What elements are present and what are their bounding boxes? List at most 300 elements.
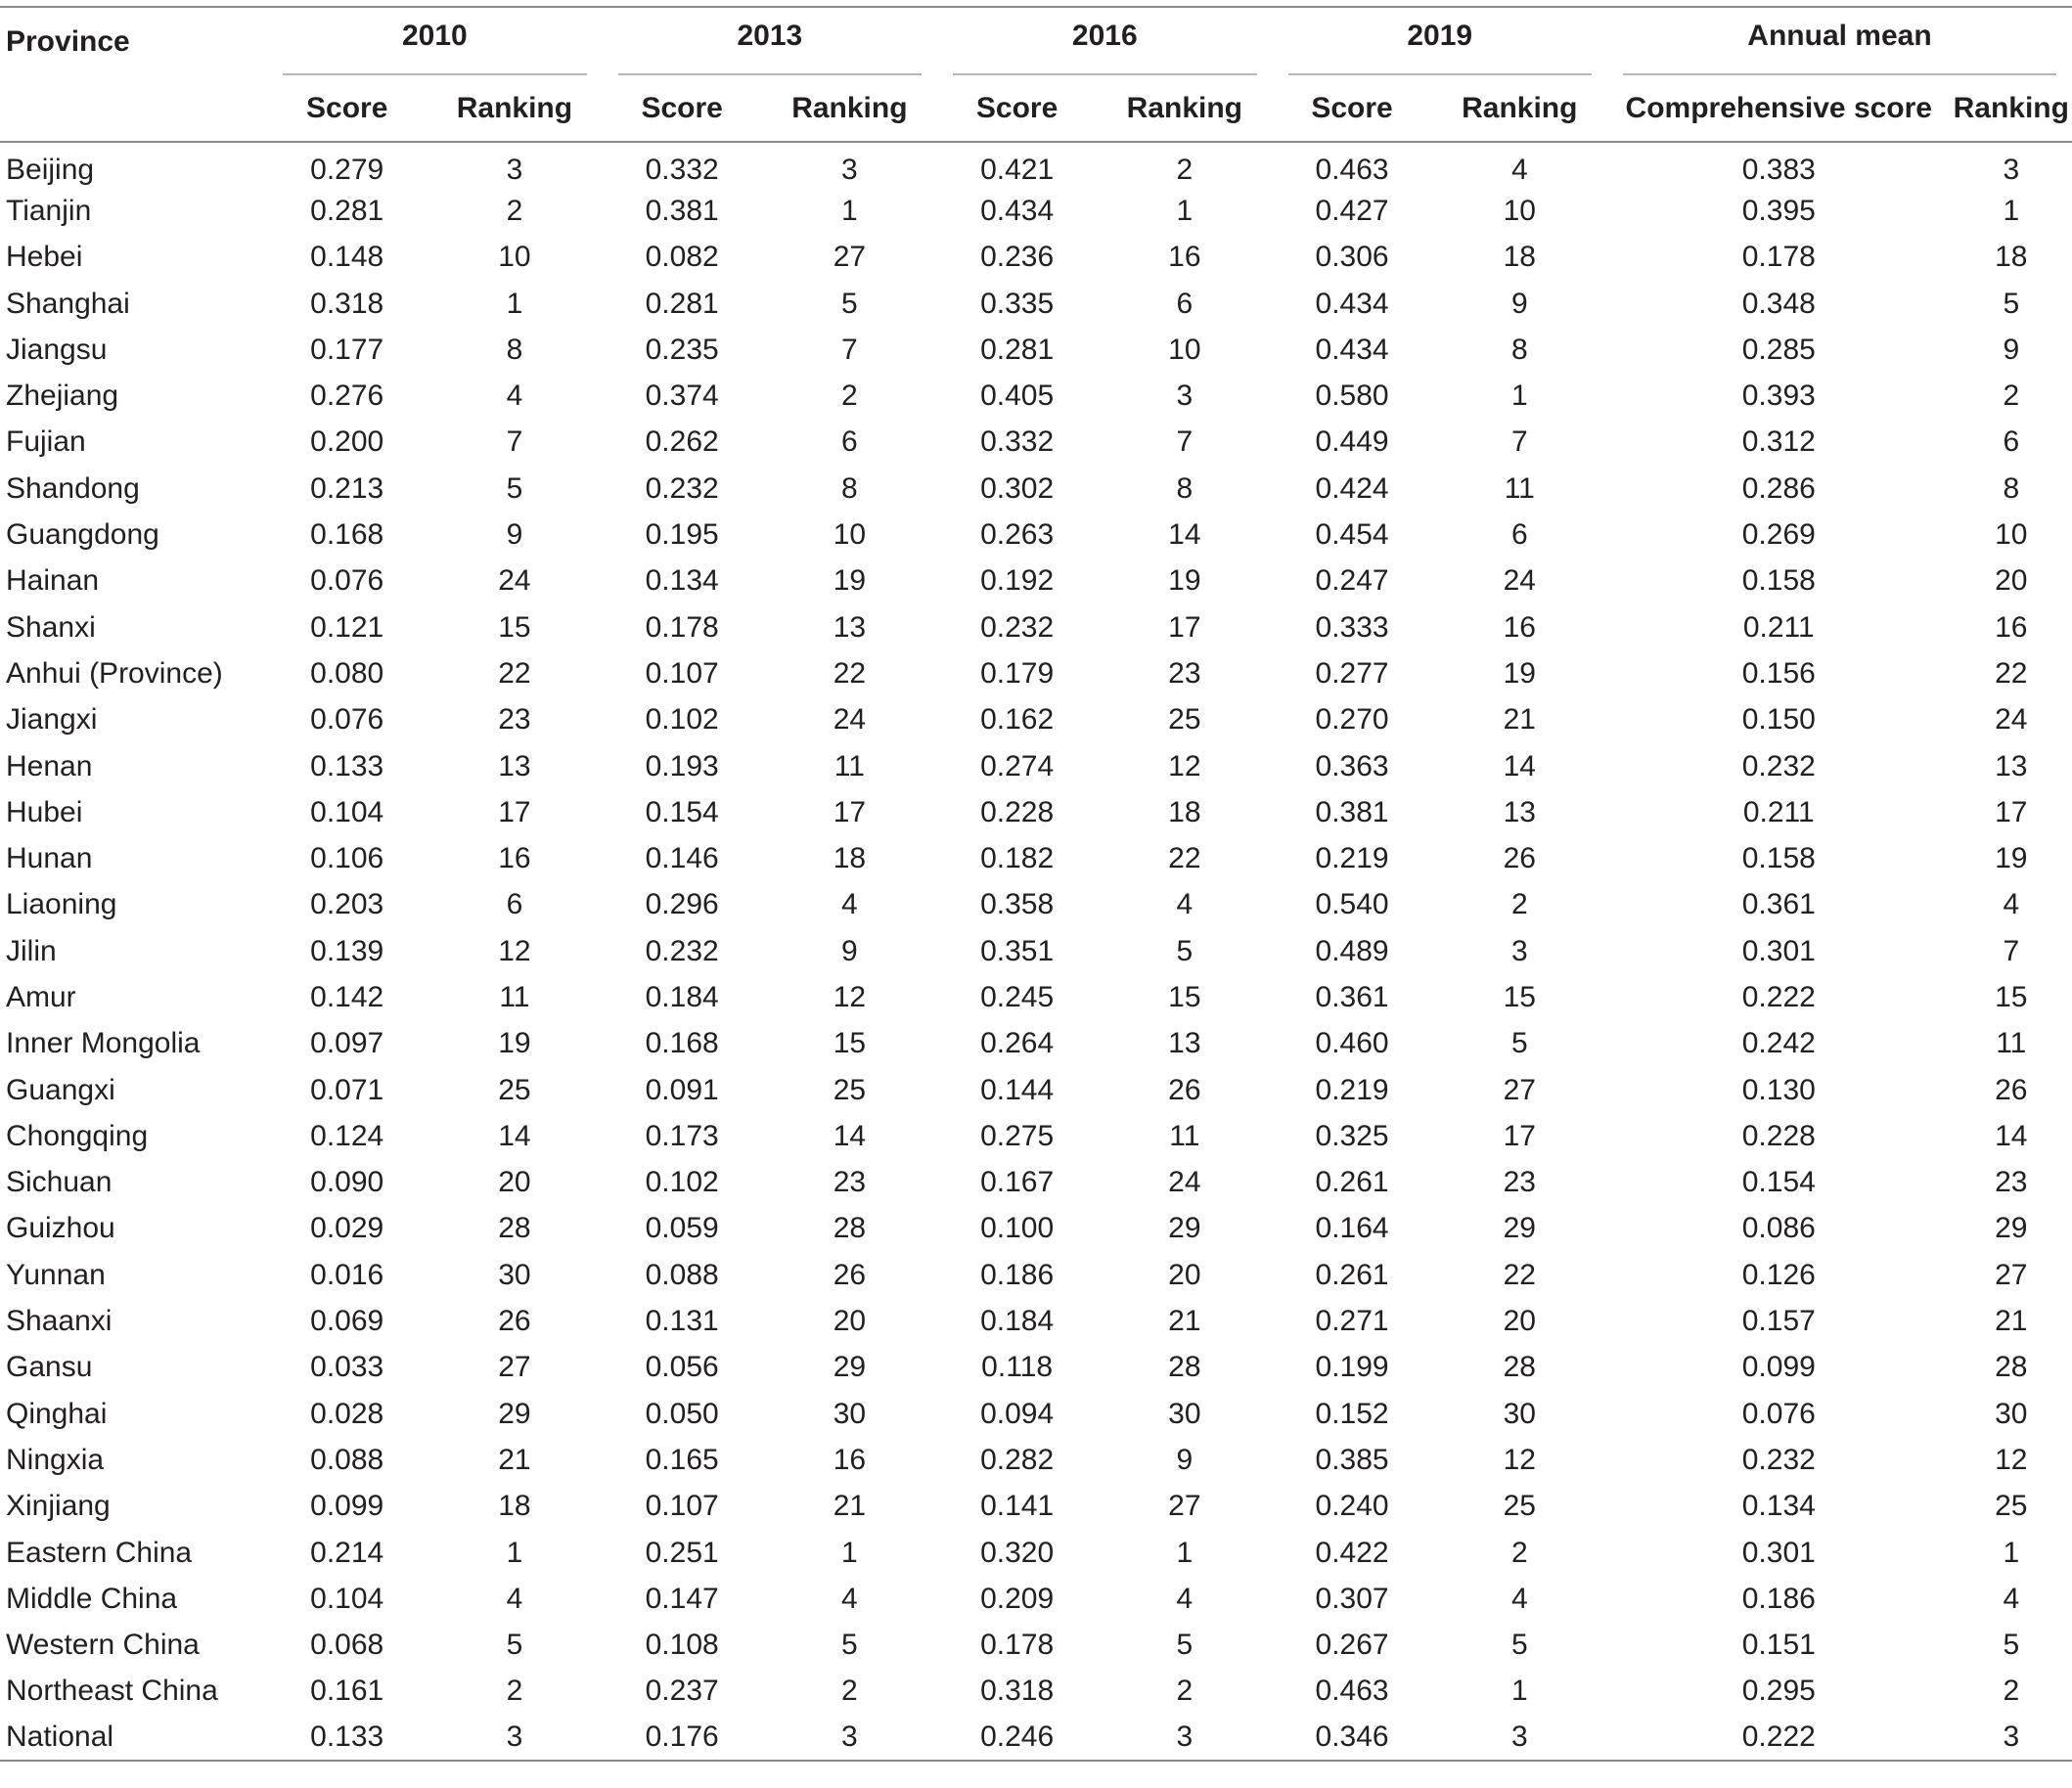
ranking-2013: 18 [833,842,867,875]
score-2010: 0.080 [310,656,384,690]
score-2016: 0.245 [980,980,1055,1013]
ranking-2013: 5 [841,287,858,320]
province-cell: Guangxi [6,1073,115,1106]
ranking-2016: 5 [1176,934,1194,967]
table-row [0,1160,2072,1206]
province-cell: Shandong [6,471,140,505]
score-2019: 0.460 [1315,1027,1389,1060]
score-2019: 0.434 [1315,287,1389,320]
ranking-2013: 15 [833,1027,867,1060]
score-2019: 0.267 [1315,1629,1389,1662]
ranking-mean: 16 [1995,610,2028,644]
score-2016: 0.405 [980,380,1055,413]
table-row [0,1669,2072,1715]
ranking-mean: 23 [1995,1166,2028,1199]
score-2013: 0.251 [645,1536,719,1569]
score-2010: 0.068 [310,1629,384,1662]
ranking-2013: 8 [841,471,858,505]
score-2013: 0.131 [645,1305,719,1338]
score-2010: 0.148 [310,241,384,274]
score-2016: 0.421 [980,154,1055,187]
ranking-2013: 2 [841,380,858,413]
score-2013: 0.374 [645,380,719,413]
ranking-mean: 1 [2003,194,2020,227]
table-row [0,789,2072,835]
score-2010: 0.142 [310,980,384,1013]
table-row [0,882,2072,928]
ranking-mean: 4 [2003,1582,2020,1615]
province-cell: Western China [6,1629,200,1662]
group-divider [953,73,1256,75]
province-cell: Northeast China [6,1675,218,1708]
table-row [0,1437,2072,1483]
score-2010: 0.016 [310,1258,384,1291]
ranking-2016: 11 [1169,1119,1200,1152]
header-score-2010: Score [306,91,388,124]
province-cell: National [6,1721,114,1754]
score-2016: 0.318 [980,1675,1055,1708]
ranking-2010: 24 [498,564,531,598]
ranking-2016: 9 [1176,1443,1194,1476]
score-2019: 0.325 [1315,1119,1389,1152]
header-score-2019: Score [1311,91,1393,124]
province-cell: Anhui (Province) [6,656,223,690]
ranking-2013: 11 [833,749,865,782]
header-score-2013: Score [641,91,723,124]
score-2010: 0.276 [310,380,384,413]
ranking-2016: 25 [1168,703,1201,737]
score-2019: 0.306 [1315,241,1389,274]
table-row [0,650,2072,696]
comprehensive-score: 0.211 [1742,610,1815,644]
table-body [0,142,2072,1761]
comprehensive-score: 0.126 [1741,1258,1816,1291]
province-cell: Yunnan [6,1258,106,1291]
province-cell: Amur [6,980,76,1013]
score-2010: 0.124 [310,1119,384,1152]
comprehensive-score: 0.286 [1741,471,1816,505]
score-2016: 0.094 [980,1397,1055,1430]
comprehensive-score: 0.269 [1741,518,1816,552]
score-2019: 0.307 [1315,1582,1389,1615]
ranking-2010: 13 [498,749,531,782]
province-cell: Shanghai [6,287,130,320]
comprehensive-score: 0.312 [1741,425,1816,459]
ranking-2010: 4 [506,1582,523,1615]
ranking-2010: 3 [506,154,523,187]
score-2019: 0.454 [1315,518,1389,552]
ranking-2013: 5 [841,1629,858,1662]
ranking-2016: 1 [1176,1536,1194,1569]
score-2016: 0.264 [980,1027,1055,1060]
ranking-2010: 9 [506,518,523,552]
ranking-2013: 10 [833,518,867,552]
score-2019: 0.261 [1315,1166,1389,1199]
score-2016: 0.236 [980,241,1055,274]
score-2013: 0.059 [645,1212,719,1245]
header-comprehensive-score: Comprehensive score [1625,91,1932,124]
score-2019: 0.346 [1315,1721,1389,1754]
score-2013: 0.147 [645,1582,719,1615]
score-2019: 0.540 [1315,888,1389,921]
province-cell: Fujian [6,425,86,459]
comprehensive-score: 0.232 [1741,1443,1816,1476]
score-2019: 0.449 [1315,425,1389,459]
score-2019: 0.164 [1315,1212,1389,1245]
ranking-2016: 16 [1168,241,1201,274]
score-2010: 0.104 [310,1582,384,1615]
ranking-2010: 17 [498,795,531,828]
ranking-2010: 5 [506,1629,523,1662]
score-2010: 0.104 [310,795,384,828]
comprehensive-score: 0.222 [1741,1721,1816,1754]
comprehensive-score: 0.158 [1741,842,1816,875]
ranking-2013: 14 [833,1119,867,1152]
score-2019: 0.463 [1315,1675,1389,1708]
ranking-2019: 29 [1503,1212,1536,1245]
comprehensive-score: 0.086 [1741,1212,1816,1245]
score-2010: 0.099 [310,1490,384,1523]
province-cell: Liaoning [6,888,117,921]
ranking-2019: 3 [1510,1721,1528,1754]
ranking-2013: 25 [833,1073,867,1106]
table-row [0,188,2072,234]
score-2010: 0.121 [310,610,384,644]
table-row [0,373,2072,419]
score-2019: 0.333 [1315,610,1389,644]
province-cell: Hebei [6,241,83,274]
table-row [0,1623,2072,1669]
ranking-mean: 21 [1995,1305,2028,1338]
comprehensive-score: 0.301 [1741,934,1816,967]
table-row [0,1067,2072,1113]
score-2010: 0.200 [310,425,384,459]
score-2019: 0.277 [1315,656,1389,690]
province-cell: Middle China [6,1582,178,1615]
ranking-2013: 7 [841,333,858,366]
comprehensive-score: 0.076 [1741,1397,1816,1430]
ranking-2019: 12 [1503,1443,1536,1476]
table-row [0,1252,2072,1298]
group-divider [1623,73,2056,75]
ranking-2013: 13 [833,610,867,644]
ranking-mean: 7 [2003,934,2020,967]
ranking-2016: 23 [1168,656,1201,690]
score-2013: 0.168 [645,1027,719,1060]
score-2013: 0.154 [645,795,719,828]
table-row [0,1113,2072,1159]
ranking-2019: 8 [1510,333,1528,366]
ranking-2010: 3 [506,1721,523,1754]
province-score-table [0,6,2072,1762]
score-2019: 0.434 [1315,333,1389,366]
score-2010: 0.088 [310,1443,384,1476]
score-2013: 0.184 [645,980,719,1013]
header-group-label: 2019 [1407,19,1473,52]
table-row [0,235,2072,281]
comprehensive-score: 0.242 [1741,1027,1816,1060]
ranking-mean: 25 [1995,1490,2028,1523]
ranking-mean: 13 [1995,749,2028,782]
ranking-2019: 14 [1503,749,1536,782]
comprehensive-score: 0.158 [1741,564,1816,598]
score-2016: 0.178 [980,1629,1055,1662]
table-row [0,142,2072,188]
ranking-2016: 24 [1168,1166,1201,1199]
province-cell: Shaanxi [6,1305,113,1338]
score-2013: 0.102 [645,1166,719,1199]
ranking-2019: 4 [1510,1582,1528,1615]
province-cell: Tianjin [6,194,92,227]
score-2010: 0.069 [310,1305,384,1338]
ranking-2019: 21 [1503,703,1536,737]
table-row [0,604,2072,650]
score-2010: 0.097 [310,1027,384,1060]
province-cell: Hainan [6,564,100,598]
ranking-2019: 23 [1503,1166,1536,1199]
ranking-2010: 23 [498,703,531,737]
score-2013: 0.281 [645,287,719,320]
table-row [0,559,2072,604]
ranking-2016: 12 [1168,749,1201,782]
ranking-2016: 20 [1168,1258,1201,1291]
ranking-mean: 2 [2003,1675,2020,1708]
ranking-mean: 24 [1995,703,2028,737]
header-year-2013 [603,7,937,75]
ranking-mean: 1 [2003,1536,2020,1569]
score-2013: 0.107 [645,656,719,690]
score-2019: 0.152 [1315,1397,1389,1430]
score-2010: 0.318 [310,287,384,320]
score-2019: 0.240 [1315,1490,1389,1523]
ranking-2013: 17 [833,795,867,828]
ranking-2016: 3 [1176,380,1194,413]
ranking-2016: 4 [1176,1582,1194,1615]
group-divider [618,73,922,75]
ranking-2010: 7 [506,425,523,459]
ranking-2019: 25 [1503,1490,1536,1523]
ranking-2019: 6 [1510,518,1528,552]
comprehensive-score: 0.134 [1741,1490,1816,1523]
score-2019: 0.580 [1315,380,1389,413]
ranking-2010: 6 [506,888,523,921]
ranking-2013: 28 [833,1212,867,1245]
ranking-2013: 23 [833,1166,867,1199]
ranking-2016: 30 [1168,1397,1201,1430]
header-ranking-mean: Ranking [1953,91,2069,124]
score-2019: 0.381 [1315,795,1389,828]
ranking-2016: 6 [1176,287,1194,320]
ranking-2019: 18 [1503,241,1536,274]
score-2010: 0.213 [310,471,384,505]
header-ranking-2010: Ranking [456,91,573,124]
score-2010: 0.133 [310,749,384,782]
province-cell: Qinghai [6,1397,108,1430]
ranking-2016: 1 [1176,194,1194,227]
table-row [0,512,2072,558]
ranking-2010: 16 [498,842,531,875]
ranking-2010: 30 [498,1258,531,1291]
score-2016: 0.246 [980,1721,1055,1754]
ranking-mean: 9 [2003,333,2020,366]
province-cell: Henan [6,749,93,782]
ranking-mean: 5 [2003,1629,2020,1662]
table-row [0,281,2072,327]
comprehensive-score: 0.222 [1741,980,1816,1013]
score-2013: 0.088 [645,1258,719,1291]
score-2016: 0.282 [980,1443,1055,1476]
ranking-2013: 16 [833,1443,867,1476]
ranking-mean: 28 [1995,1351,2028,1384]
score-2019: 0.219 [1315,1073,1389,1106]
ranking-2013: 9 [841,934,858,967]
ranking-2019: 9 [1510,287,1528,320]
ranking-2019: 1 [1510,1675,1528,1708]
group-divider [1288,73,1592,75]
table-row [0,1345,2072,1391]
score-2010: 0.203 [310,888,384,921]
score-2013: 0.381 [645,194,719,227]
ranking-2016: 21 [1168,1305,1201,1338]
ranking-2010: 5 [506,471,523,505]
ranking-2013: 4 [841,1582,858,1615]
score-2013: 0.235 [645,333,719,366]
ranking-mean: 22 [1995,656,2028,690]
province-cell: Xinjiang [6,1490,111,1523]
ranking-mean: 18 [1995,241,2028,274]
ranking-mean: 19 [1995,842,2028,875]
ranking-2016: 29 [1168,1212,1201,1245]
ranking-2010: 14 [498,1119,531,1152]
ranking-2013: 1 [841,1536,858,1569]
ranking-2016: 19 [1168,564,1201,598]
header-year-2019 [1273,7,1607,75]
ranking-2010: 22 [498,656,531,690]
table-row [0,697,2072,743]
score-2019: 0.463 [1315,154,1389,187]
comprehensive-score: 0.099 [1741,1351,1816,1384]
score-2016: 0.434 [980,194,1055,227]
ranking-2019: 7 [1510,425,1528,459]
table-row [0,974,2072,1020]
province-cell: Guizhou [6,1212,115,1245]
score-2016: 0.162 [980,703,1055,737]
score-2013: 0.108 [645,1629,719,1662]
comprehensive-score: 0.178 [1741,241,1816,274]
ranking-2010: 19 [498,1027,531,1060]
score-2013: 0.134 [645,564,719,598]
ranking-2016: 18 [1168,795,1201,828]
ranking-2013: 21 [833,1490,867,1523]
score-2010: 0.029 [310,1212,384,1245]
score-2016: 0.358 [980,888,1055,921]
ranking-2013: 6 [841,425,858,459]
ranking-2016: 28 [1168,1351,1201,1384]
ranking-2013: 19 [833,564,867,598]
province-cell: Zhejiang [6,380,119,413]
ranking-2019: 2 [1510,888,1528,921]
score-2013: 0.056 [645,1351,719,1384]
ranking-2013: 27 [833,241,867,274]
header-ranking-2019: Ranking [1462,91,1578,124]
header-year-2010 [267,7,602,75]
ranking-mean: 8 [2003,471,2020,505]
ranking-2016: 3 [1176,1721,1194,1754]
score-2019: 0.422 [1315,1536,1389,1569]
table-row [0,1206,2072,1252]
score-2010: 0.168 [310,518,384,552]
score-2016: 0.281 [980,333,1055,366]
ranking-2010: 15 [498,610,531,644]
comprehensive-score: 0.295 [1741,1675,1816,1708]
ranking-2019: 3 [1510,934,1528,967]
ranking-2013: 26 [833,1258,867,1291]
comprehensive-score: 0.157 [1741,1305,1816,1338]
score-2016: 0.263 [980,518,1055,552]
ranking-2013: 3 [841,1721,858,1754]
province-cell: Eastern China [6,1536,193,1569]
province-cell: Ningxia [6,1443,105,1476]
ranking-mean: 12 [1995,1443,2028,1476]
score-2013: 0.332 [645,154,719,187]
header-ranking-2013: Ranking [791,91,908,124]
ranking-2019: 10 [1503,194,1536,227]
ranking-2019: 30 [1503,1397,1536,1430]
comprehensive-score: 0.395 [1741,194,1816,227]
ranking-2019: 17 [1503,1119,1536,1152]
score-2010: 0.279 [310,154,384,187]
ranking-2016: 14 [1168,518,1201,552]
header-year-2016 [937,7,1272,75]
table-row [0,327,2072,373]
comprehensive-score: 0.383 [1741,154,1816,187]
score-2010: 0.177 [310,333,384,366]
score-2016: 0.118 [981,1351,1054,1384]
ranking-2013: 2 [841,1675,858,1708]
score-2019: 0.247 [1315,564,1389,598]
province-cell: Hunan [6,842,93,875]
province-cell: Jiangxi [6,703,98,737]
ranking-2010: 26 [498,1305,531,1338]
province-cell: Guangdong [6,518,159,552]
score-2016: 0.186 [980,1258,1055,1291]
header-group-label: 2010 [402,19,468,52]
ranking-2019: 16 [1503,610,1536,644]
ranking-mean: 17 [1995,795,2028,828]
score-2016: 0.182 [980,842,1055,875]
score-2016: 0.209 [980,1582,1055,1615]
score-2013: 0.237 [645,1675,719,1708]
ranking-2019: 22 [1503,1258,1536,1291]
ranking-2010: 4 [506,380,523,413]
province-cell: Jilin [6,934,57,967]
ranking-2010: 27 [498,1351,531,1384]
score-2010: 0.071 [310,1073,384,1106]
ranking-2013: 12 [833,980,867,1013]
ranking-2019: 2 [1510,1536,1528,1569]
ranking-mean: 15 [1995,980,2028,1013]
score-2016: 0.141 [980,1490,1055,1523]
province-cell: Shanxi [6,610,96,644]
score-2019: 0.363 [1315,749,1389,782]
score-2016: 0.302 [980,471,1055,505]
comprehensive-score: 0.130 [1741,1073,1816,1106]
ranking-2016: 4 [1176,888,1194,921]
ranking-2013: 22 [833,656,867,690]
table-row [0,1576,2072,1622]
ranking-2010: 25 [498,1073,531,1106]
score-2013: 0.091 [645,1073,719,1106]
